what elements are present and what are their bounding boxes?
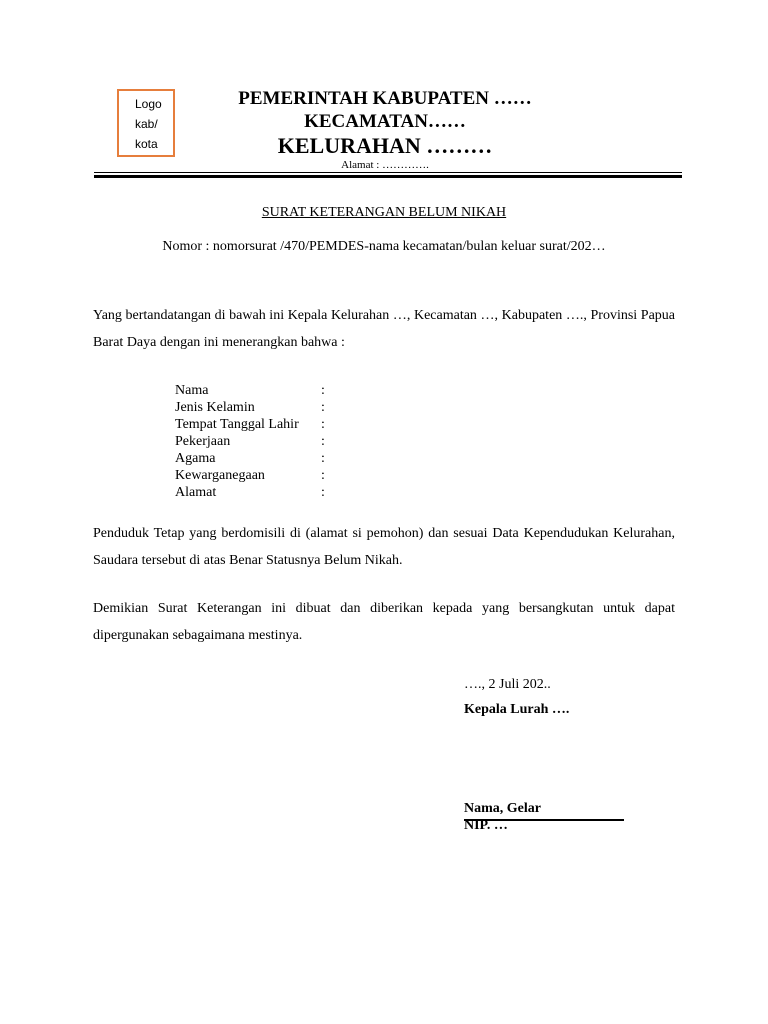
header-address: Alamat : …………. (341, 159, 429, 171)
field-label: Kewarganegaan (175, 468, 265, 483)
header-divider-thin (94, 172, 682, 173)
field-row-jenis-kelamin (175, 399, 325, 416)
logo-text-line: kota (135, 137, 158, 151)
intro-paragraph: Yang bertandatangan di bawah ini Kepala Kelurahan …, Kecamatan …, Kabupaten …., Provinsi Papua Barat Daya dengan ini menerangkan bahwa : (93, 308, 675, 350)
header-district: KECAMATAN…… (304, 111, 466, 132)
signature-date: …., 2 Juli 202.. (464, 677, 551, 692)
logo-text-line: Logo (135, 97, 162, 111)
field-separator: : (321, 383, 325, 398)
signature-name: Nama, Gelar (464, 801, 541, 816)
header-divider-thick (94, 175, 682, 178)
statement-paragraph: Penduduk Tetap yang berdomisili di (alamat si pemohon) dan sesuai Data Kependudukan Kelurahan, Saudara tersebut di atas Benar Statusnya Belum Nikah. (93, 526, 675, 568)
field-label: Agama (175, 451, 216, 466)
field-separator: : (321, 485, 325, 500)
field-label: Nama (175, 383, 209, 398)
field-separator: : (321, 417, 325, 432)
field-label: Alamat (175, 485, 217, 500)
field-row-kewarganegaan (175, 467, 325, 484)
closing-paragraph: Demikian Surat Keterangan ini dibuat dan diberikan kepada yang bersangkutan untuk dapat dipergunakan sebagaimana mestinya. (93, 601, 675, 643)
field-row-nama (175, 382, 325, 399)
signature-title: Kepala Lurah …. (464, 702, 570, 717)
field-separator: : (321, 451, 325, 466)
field-row-pekerjaan (175, 433, 325, 450)
letter-number: Nomor : nomorsurat /470/PEMDES-nama kecamatan/bulan keluar surat/202… (162, 239, 606, 254)
field-separator: : (321, 400, 325, 415)
field-label: Pekerjaan (175, 434, 231, 449)
header-village: KELURAHAN ……… (277, 133, 493, 158)
field-row-alamat (175, 484, 325, 501)
identity-fields (175, 382, 325, 501)
field-label: Jenis Kelamin (175, 400, 255, 415)
header-government: PEMERINTAH KABUPATEN …… (238, 88, 532, 109)
field-row-agama (175, 450, 325, 467)
signature-nip: NIP. … (464, 818, 508, 833)
field-row-ttl (175, 416, 325, 433)
letter-title: SURAT KETERANGAN BELUM NIKAH (261, 205, 507, 220)
field-label: Tempat Tanggal Lahir (175, 417, 299, 432)
logo-text-line: kab/ (135, 117, 158, 131)
field-separator: : (321, 434, 325, 449)
field-separator: : (321, 468, 325, 483)
